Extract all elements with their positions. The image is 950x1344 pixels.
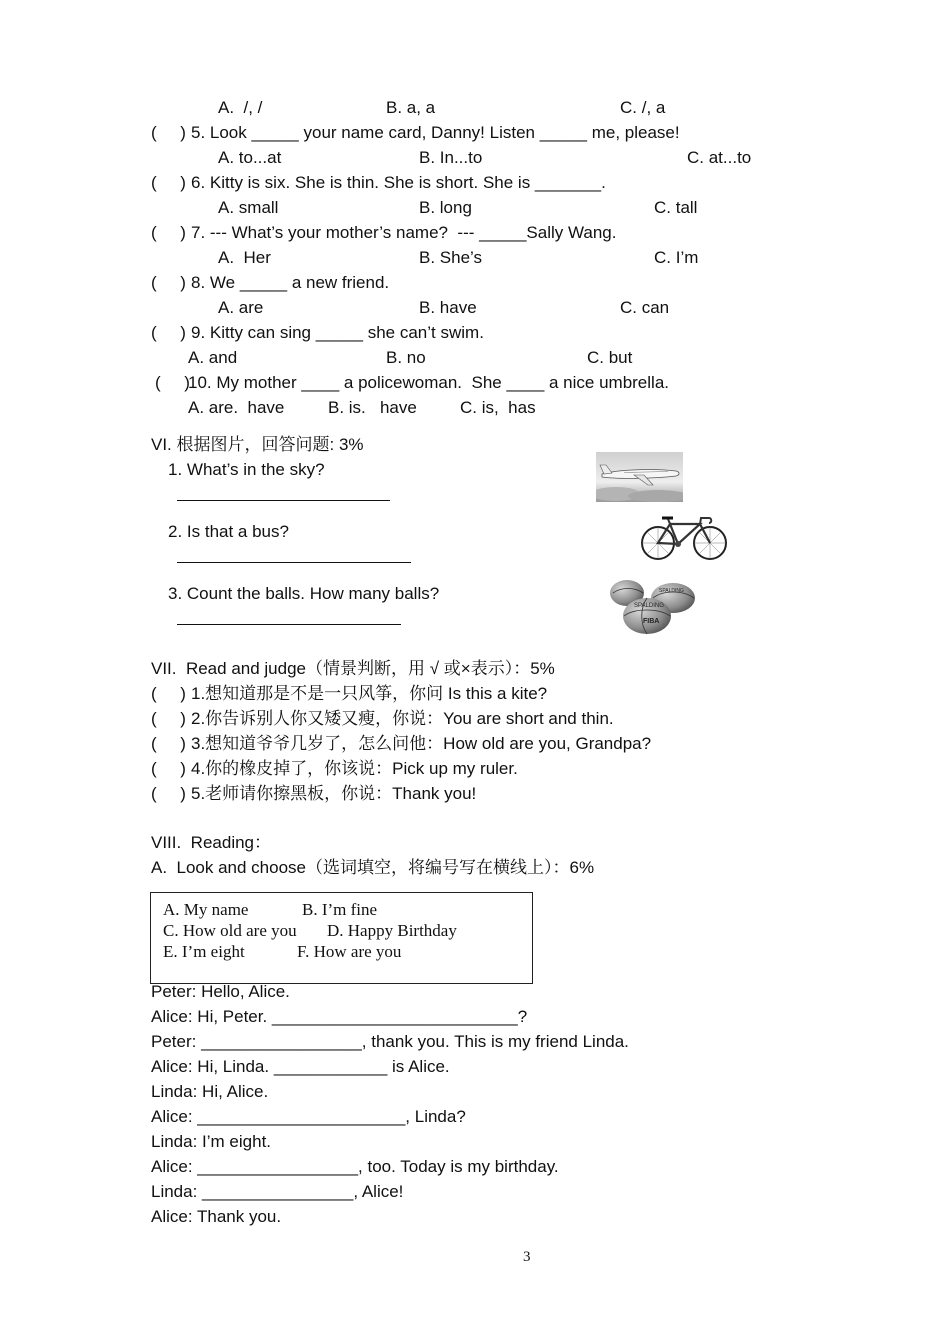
q7-text: 7. --- What’s your mother’s name? --- _____Sally Wang.: [191, 223, 617, 242]
section6-title: VI. 根据图片，回答问题: 3%: [151, 435, 364, 454]
judge-item-1: 1.想知道那是不是一只风筝，你问 Is this a kite?: [191, 684, 548, 703]
ball-logo-spalding-1: SPALDING: [634, 603, 664, 609]
section7-title: VII. Read and judge（情景判断，用 √ 或×表示）：5%: [151, 659, 555, 678]
q7-option-a: A. Her: [218, 248, 271, 267]
word-bank-c: C. How old are you: [163, 921, 297, 940]
q8-bracket[interactable]: ( ): [151, 273, 186, 292]
q6-bracket[interactable]: ( ): [151, 173, 186, 192]
q7-bracket[interactable]: ( ): [151, 223, 186, 242]
q9-option-a: A. and: [188, 348, 238, 367]
section6-question-2: 2. Is that a bus?: [168, 522, 289, 541]
dialogue-line-9[interactable]: Linda: ________________, Alice!: [151, 1182, 404, 1201]
q8-option-a: A. are: [218, 298, 264, 317]
judge-item-3: 3.想知道爷爷几岁了，怎么问他：How old are you, Grandpa?: [191, 734, 652, 753]
q10-option-c: C. is, has: [460, 398, 536, 417]
judge-bracket-5[interactable]: ( ): [151, 784, 186, 803]
q9-bracket[interactable]: ( ): [151, 323, 186, 342]
judge-bracket-4[interactable]: ( ): [151, 759, 186, 778]
q10-bracket[interactable]: ( ): [155, 373, 190, 392]
section6-question-3: 3. Count the balls. How many balls?: [168, 584, 440, 603]
q7-option-b: B. She’s: [419, 248, 483, 267]
dialogue-line-7: Linda: I’m eight.: [151, 1132, 272, 1151]
balls-picture: [609, 578, 697, 636]
q4-option-a: A. /, /: [218, 98, 263, 117]
q6-option-b: B. long: [419, 198, 472, 217]
answer-line-1[interactable]: [177, 500, 390, 501]
q10-text: 10. My mother ____ a policewoman. She ____ a nice umbrella.: [188, 373, 669, 392]
q5-option-a: A. to...at: [218, 148, 282, 167]
word-bank-d: D. Happy Birthday: [327, 921, 457, 940]
airplane-picture: [596, 452, 683, 502]
q8-option-c: C. can: [620, 298, 670, 317]
q4-option-c: C. /, a: [620, 98, 666, 117]
judge-item-5: 5.老师请你擦黑板，你说：Thank you!: [191, 784, 477, 803]
judge-item-4: 4.你的橡皮掉了，你该说：Pick up my ruler.: [191, 759, 518, 778]
q10-option-b: B. is. have: [328, 398, 417, 417]
q8-option-b: B. have: [419, 298, 477, 317]
word-bank-e: E. I’m eight: [163, 942, 245, 961]
q9-option-c: C. but: [587, 348, 633, 367]
q9-text: 9. Kitty can sing _____ she can’t swim.: [191, 323, 484, 342]
judge-bracket-1[interactable]: ( ): [151, 684, 186, 703]
word-bank-f: F. How are you: [297, 942, 402, 961]
judge-item-2: 2.你告诉别人你又矮又瘦，你说：You are short and thin.: [191, 709, 614, 728]
dialogue-line-4[interactable]: Alice: Hi, Linda. ____________ is Alice.: [151, 1057, 450, 1076]
q4-option-b: B. a, a: [386, 98, 436, 117]
answer-line-3[interactable]: [177, 624, 401, 625]
q9-option-b: B. no: [386, 348, 426, 367]
dialogue-line-5: Linda: Hi, Alice.: [151, 1082, 269, 1101]
judge-bracket-3[interactable]: ( ): [151, 734, 186, 753]
bicycle-picture: [638, 512, 731, 562]
dialogue-line-1: Peter: Hello, Alice.: [151, 982, 290, 1001]
q10-option-a: A. are. have: [188, 398, 285, 417]
q7-option-c: C. I’m: [654, 248, 699, 267]
q6-option-a: A. small: [218, 198, 279, 217]
q8-text: 8. We _____ a new friend.: [191, 273, 390, 292]
word-bank-b: B. I’m fine: [302, 900, 378, 919]
word-bank-a: A. My name: [163, 900, 249, 919]
answer-line-2[interactable]: [177, 562, 411, 563]
q6-text: 6. Kitty is six. She is thin. She is short. She is _______.: [191, 173, 606, 192]
section8-part-a: A. Look and choose（选词填空，将编号写在横线上）：6%: [151, 858, 595, 877]
dialogue-line-3[interactable]: Peter: _________________, thank you. This is my friend Linda.: [151, 1032, 629, 1051]
dialogue-line-8[interactable]: Alice: _________________, too. Today is my birthday.: [151, 1157, 559, 1176]
ball-logo-spalding-2: SPALDING: [659, 588, 684, 594]
section6-question-1: 1. What’s in the sky?: [168, 460, 325, 479]
dialogue-line-10: Alice: Thank you.: [151, 1207, 282, 1226]
judge-bracket-2[interactable]: ( ): [151, 709, 186, 728]
section8-title: VIII. Reading：: [151, 833, 272, 852]
q5-bracket[interactable]: ( ): [151, 123, 186, 142]
dialogue-line-6[interactable]: Alice: ______________________, Linda?: [151, 1107, 466, 1126]
q5-option-b: B. In...to: [419, 148, 483, 167]
q6-option-c: C. tall: [654, 198, 698, 217]
q5-option-c: C. at...to: [687, 148, 752, 167]
dialogue-line-2[interactable]: Alice: Hi, Peter. __________________________?: [151, 1007, 528, 1026]
ball-logo-fiba: FIBA: [643, 618, 660, 625]
page-number: 3: [523, 1249, 531, 1265]
q5-text: 5. Look _____ your name card, Danny! Listen _____ me, please!: [191, 123, 680, 142]
